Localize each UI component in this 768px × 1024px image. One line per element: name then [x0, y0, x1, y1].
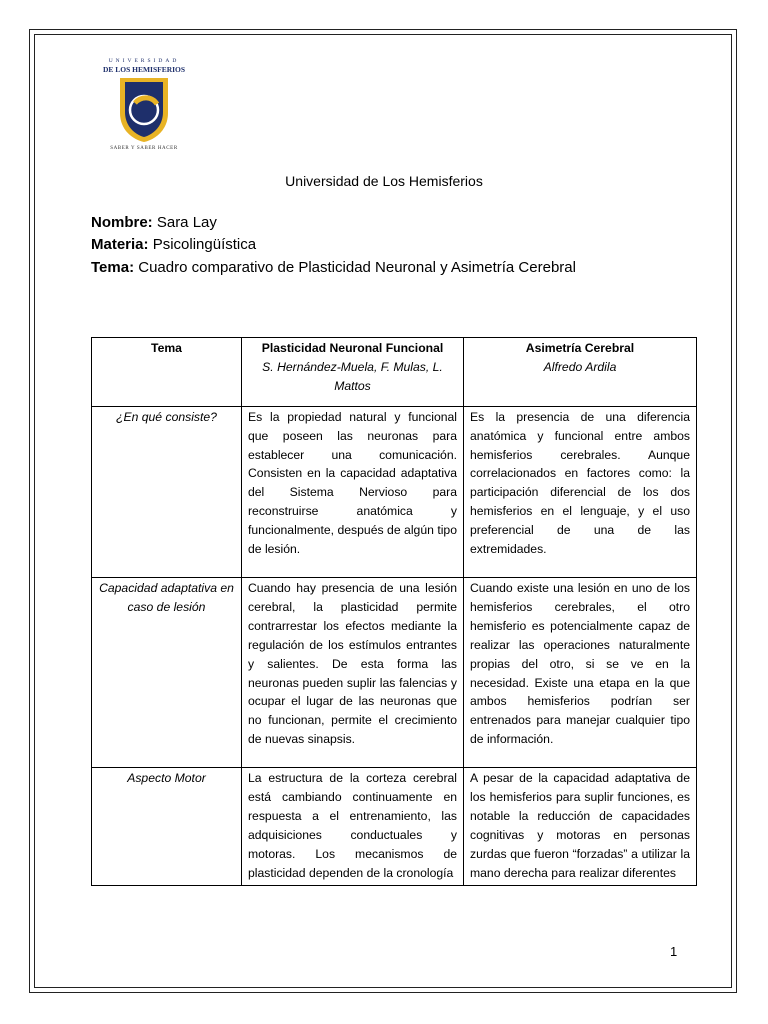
comparison-table: [91, 337, 697, 886]
nombre-label: Nombre:: [91, 214, 153, 231]
row-plasticidad: Cuando hay presencia de una lesión cerebral, la plasticidad permite contrarrestar los efectos mediante la regulación de los estímulos entrantes y salientes. De esta forma las neuronas pueden suplir las falencias y ocupar el lugar de las neuronas que no funcionan, permite el crecimiento de nuevas sinapsis.: [242, 577, 464, 767]
header-plasticidad-title: Plasticidad Neuronal Funcional: [261, 341, 444, 355]
university-logo: [94, 58, 194, 162]
row-asimetria: A pesar de la capacidad adaptativa de los hemisferios para suplir funciones, es notable la reducción de capacidades cognitivas y motoras en personas zurdas que fueron “forzadas” a utilizar la mano derecha para realizar diferentes: [464, 768, 697, 885]
row-asimetria: Es la presencia de una diferencia anatómica y funcional entre ambos hemisferios cerebrales. Aunque correlacionados en factores como: la participación diferencial de los dos hemisferios en el lenguaje, y el uso preferencial de una de las extremidades.: [464, 406, 697, 577]
row-plasticidad: Es la propiedad natural y funcional que poseen las neuronas para establecer una comunicación. Consisten en la capacidad adaptativa del Sistema Nervioso para reconstruirse anatómica y funcionalmente, después de algún tipo de lesión.: [242, 406, 464, 577]
header-asimetria-author: Alfredo Ardila: [543, 359, 617, 374]
materia-label: Materia:: [91, 236, 149, 253]
row-topic: Capacidad adaptativa en caso de lesión: [92, 577, 242, 767]
table-row: [92, 577, 697, 767]
header-plasticidad: [242, 338, 464, 407]
table-row: [92, 406, 697, 577]
header-tema: Tema: [92, 338, 242, 407]
row-plasticidad: La estructura de la corteza cerebral está cambiando continuamente en respuesta a el entrenamiento, las adquisiciones conductuales y motoras. Los mecanismos de plasticidad dependen de la cronología: [242, 768, 464, 885]
document-title: Universidad de Los Hemisferios: [285, 173, 483, 189]
meta-tema: [91, 258, 576, 278]
table-row: [92, 768, 697, 885]
logo-top-text: UNIVERSIDAD: [108, 58, 180, 64]
logo-motto: SABER Y SABER HACER: [110, 146, 178, 151]
tema-value: Cuadro comparativo de Plasticidad Neuronal y Asimetría Cerebral: [138, 259, 576, 276]
page-number: 1: [670, 944, 678, 959]
nombre-value: Sara Lay: [156, 214, 217, 231]
shield-icon: [119, 77, 169, 143]
row-asimetria: Cuando existe una lesión en uno de los hemisferios cerebrales, el otro hemisferio es potencialmente capaz de realizar las operaciones naturalmente propias del otro, si se ve en la necesidad. Existe una etapa en la que ambos hemisferios podrían ser entrenados para manejar cualquier tipo de información.: [464, 577, 697, 767]
row-topic: Aspecto Motor: [92, 768, 242, 885]
materia-value: Psicolingüística: [152, 236, 257, 253]
meta-nombre: [91, 213, 217, 233]
header-asimetria: [464, 338, 697, 407]
meta-materia: [91, 235, 256, 255]
header-asimetria-title: Asimetría Cerebral: [525, 341, 635, 355]
tema-label: Tema:: [91, 259, 135, 276]
row-topic: ¿En qué consiste?: [92, 406, 242, 577]
logo-name: DE LOS HEMISFERIOS: [102, 65, 186, 74]
table-header-row: [92, 338, 697, 407]
header-plasticidad-author: S. Hernández-Muela, F. Mulas, L. Mattos: [262, 359, 443, 393]
